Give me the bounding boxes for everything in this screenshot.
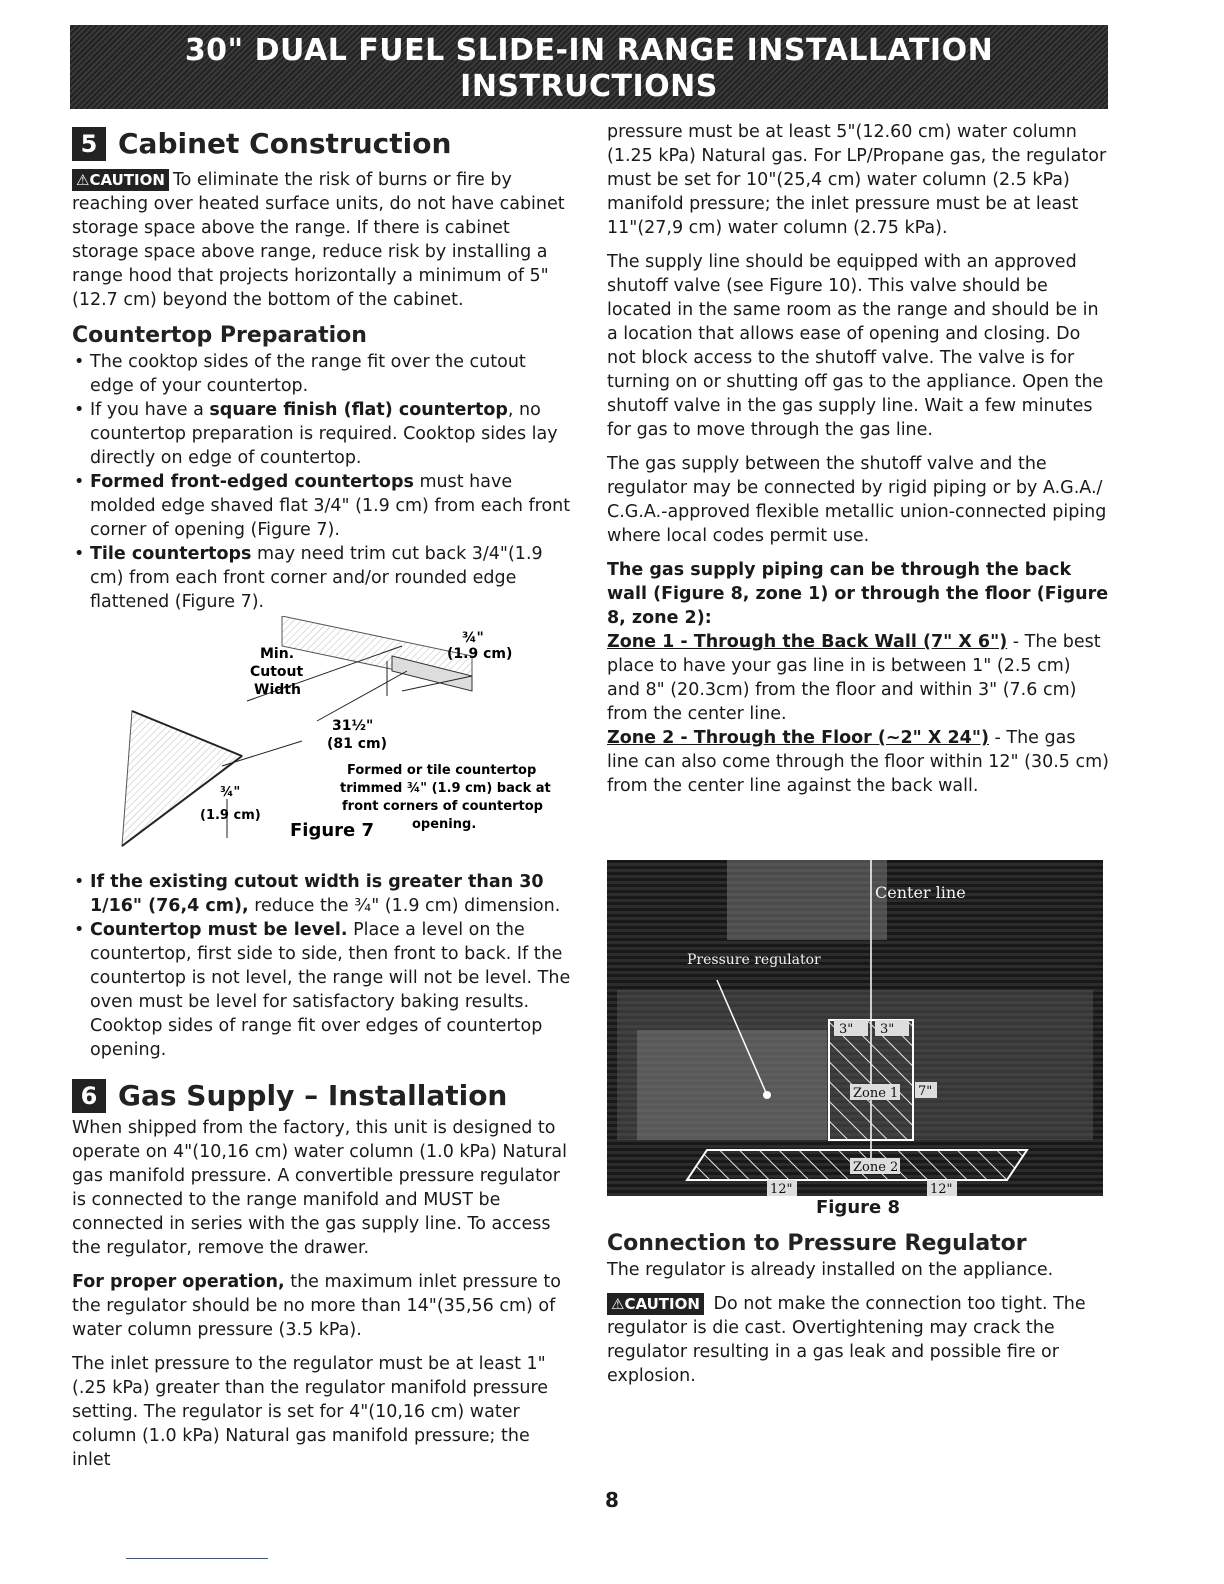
gas-line-zones-illustration [607,860,1103,1196]
label-center-line: Center line [875,883,966,902]
section-number-badge: 6 [72,1079,106,1113]
paragraph: The supply line should be equipped with an approved shutoff valve (see Figure 10). This valve should be located in the same room as the range and should be in a location that allows ease of opening and closing. Do not block access to the shutoff valve. The valve is for turning on or shutting off gas to the appliance. Open the shutoff valve in the gas supply line. Wait a few minutes for gas to move through the gas line. [607,252,1104,440]
warning-triangle-icon: ⚠ [611,1295,625,1313]
page-subtitle: (Models with an Electric Oven and a Gas Cooktop) [335,108,843,129]
note-line-2: trimmed ¾" (1.9 cm) back at [340,781,551,796]
countertop-bullet-list [72,350,572,614]
figure-8-photo [607,860,1103,1196]
paragraph-bold: The gas supply piping can be through the back wall (Figure 8, zone 1) or through the floor (Figure 8, zone 2): [607,560,1109,628]
section-title: Cabinet Construction [118,127,452,160]
label-cm-bottom: (1.9 cm) [200,808,261,823]
list-item: • If you have a square finish (flat) countertop, no countertop preparation is required. Cooktop sides lay directly on edge of countertop. [72,398,572,470]
countertop-preparation-heading: Countertop Preparation [72,323,367,348]
zone-2-paragraph: Zone 2 - Through the Floor (~2" X 24") - The gas line can also come through the floor within 12" (30.5 cm) from the center line against the back wall. [607,728,1109,796]
paragraph: For proper operation, the maximum inlet pressure to the regulator should be no more than 14"(35,56 cm) of water column pressure (3.5 kPa). [72,1272,561,1340]
label-three-right: 3" [880,1022,895,1037]
page-number: 8 [605,1488,619,1512]
label-seven: 7" [918,1084,933,1099]
page-title: 30" DUAL FUEL SLIDE-IN RANGE INSTALLATION INSTRUCTIONS [184,33,994,104]
note-line-3: front corners of countertop [342,799,543,814]
figure-7-diagram [72,616,572,866]
section-6-heading [72,1078,572,1114]
list-item: • If the existing cutout width is greater than 30 1/16" (76,4 cm), reduce the ¾" (1.9 cm) dimension. [72,870,572,918]
countertop-cutout-illustration [72,616,572,866]
countertop-bullet-list-continued [72,870,572,1062]
section-number-badge: 5 [72,127,106,161]
caution-paragraph: ⚠CAUTION Do not make the connection too tight. The regulator is die cast. Overtightening may crack the regulator resulting in a gas leak and possible fire or explosion. [607,1294,1086,1386]
section-title: Gas Supply – Installation [118,1079,508,1112]
paragraph: When shipped from the factory, this unit is designed to operate on 4"(10,16 cm) water column (1.0 kPa) Natural gas manifold pressure. A convertible pressure regulator is connected to the range manifold and MUST be connected in series with the gas supply line. To access the regulator, remove the drawer. [72,1118,567,1258]
label-zone-2: Zone 2 [853,1160,899,1175]
list-item: • The cooktop sides of the range fit over the cutout edge of your countertop. [72,350,572,398]
label-min: Min. [260,646,295,662]
label-twelve-left: 12" [770,1182,793,1196]
right-column [607,120,1109,1398]
footer-rule [126,1558,268,1559]
left-column [72,120,572,1482]
label-pressure-regulator: Pressure regulator [687,952,821,968]
label-twelve-right: 12" [930,1182,953,1196]
label-three-left: 3" [839,1022,854,1037]
note-line-4: opening. [412,817,477,832]
connection-heading: Connection to Pressure Regulator [607,1231,1027,1256]
page-header-banner [70,25,1108,129]
caution-badge: ⚠CAUTION [72,169,169,191]
label-three-quarter-bottom: ¾" [220,785,241,800]
list-item: • Countertop must be level. Place a level on the countertop, first side to side, then front to back. If the countertop is not level, the range will not be level. The oven must be level for satisfactory baking results. Cooktop sides of range fit over edges of countertop opening. [72,918,572,1062]
label-cutout: Cutout [250,664,304,680]
warning-triangle-icon: ⚠ [76,171,90,189]
label-zone-1: Zone 1 [853,1086,899,1101]
paragraph: The regulator is already installed on the appliance. [607,1260,1054,1280]
label-cm-top: (1.9 cm) [447,646,513,662]
label-width-cm: (81 cm) [327,736,388,752]
label-three-quarter-top: ¾" [462,630,484,646]
list-item: • Formed front-edged countertops must have molded edge shaved flat 3/4" (1.9 cm) from each front corner of opening (Figure 7). [72,470,572,542]
label-width: Width [254,682,301,698]
paragraph: The gas supply between the shutoff valve and the regulator may be connected by rigid piping or by A.G.A./ C.G.A.-approved flexible metallic union-connected piping where local codes permit use. [607,454,1107,546]
caution-paragraph: ⚠CAUTION To eliminate the risk of burns or fire by reaching over heated surface units, do not have cabinet storage space above the range. If there is cabinet storage space above range, reduce risk by installing a range hood that projects horizontally a minimum of 5" (12.7 cm) beyond the bottom of the cabinet. [72,170,565,310]
list-item: • Tile countertops may need trim cut back 3/4"(1.9 cm) from each front corner and/or rounded edge flattened (Figure 7). [72,542,572,614]
section-5-heading [72,126,572,162]
paragraph: The inlet pressure to the regulator must be at least 1" (.25 kPa) greater than the regulator manifold pressure setting. The regulator is set for 4"(10,16 cm) water column (1.0 kPa) Natural gas manifold pressure; the inlet [72,1354,549,1470]
paragraph: pressure must be at least 5"(12.60 cm) water column (1.25 kPa) Natural gas. For LP/Propane gas, the regulator must be set for 10"(25,4 cm) water column (2.5 kPa) manifold pressure; the inlet pressure must be at least 11"(27,9 cm) water column (2.75 kPa). [607,122,1107,238]
note-line-1: Formed or tile countertop [347,763,537,778]
figure-7-caption: Figure 7 [290,820,375,841]
zone-1-paragraph: Zone 1 - Through the Back Wall (7" X 6") - The best place to have your gas line in is between 1" (2.5 cm) and 8" (20.3cm) from the floor and within 3" (7.6 cm) from the center line. [607,632,1101,724]
label-width-inches: 31½" [332,718,374,734]
figure-8-caption: Figure 8 [815,1197,901,1218]
caution-badge: ⚠CAUTION [607,1293,704,1315]
